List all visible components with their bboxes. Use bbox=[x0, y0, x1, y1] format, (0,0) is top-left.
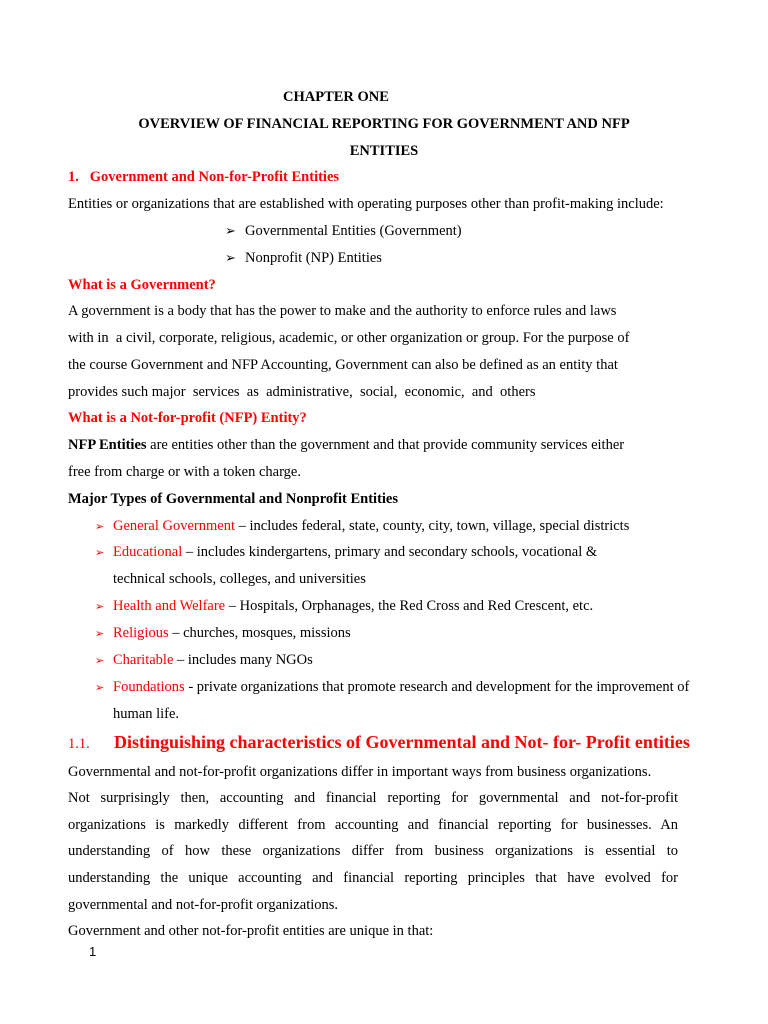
government-text-line: the course Government and NFP Accounting, Government can also be defined as an entity that bbox=[68, 357, 618, 373]
paragraph-line: understanding of how these organizations differ from business organizations is essential to bbox=[68, 843, 678, 859]
nfp-term: NFP Entities bbox=[68, 437, 147, 453]
title-line-1: OVERVIEW OF FINANCIAL REPORTING FOR GOVERNMENT AND NFP bbox=[138, 116, 630, 132]
paragraph-line: governmental and not-for-profit organizations. bbox=[68, 897, 339, 913]
paragraph-line: Not surprisingly then, accounting and financial reporting for governmental and not-for-profit bbox=[68, 790, 678, 806]
type-list-item: ➢ Educational – includes kindergartens, primary and secondary schools, vocational & bbox=[95, 544, 598, 560]
type-list-item: ➢ Health and Welfare – Hospitals, Orphanages, the Red Cross and Red Crescent, etc. bbox=[95, 598, 594, 614]
section-number: 1.1. bbox=[68, 736, 90, 752]
type-list-item: ➢ Foundations - private organizations that promote research and development for the improvement of bbox=[95, 679, 690, 695]
arrow-bullet-icon: ➢ bbox=[225, 251, 236, 266]
paragraph-line: understanding the unique accounting and financial reporting principles that have evolved for bbox=[68, 870, 678, 886]
government-heading: What is a Government? bbox=[68, 277, 216, 293]
paragraph-line: organizations is markedly different from accounting and financial reporting for businesses. An bbox=[68, 817, 678, 833]
arrow-bullet-icon: ➢ bbox=[95, 654, 105, 667]
arrow-bullet-icon: ➢ bbox=[95, 546, 105, 559]
arrow-bullet-icon: ➢ bbox=[95, 520, 105, 533]
type-list-item: ➢ General Government – includes federal, state, county, city, town, village, special districts bbox=[95, 518, 630, 534]
entity-list-item: ➢ Governmental Entities (Government) bbox=[225, 223, 462, 239]
type-list-item: ➢ Religious – churches, mosques, missions bbox=[95, 625, 351, 641]
section-1-1-heading bbox=[68, 731, 690, 755]
section-title: Distinguishing characteristics of Governmental and Not- for- Profit entities bbox=[114, 732, 690, 752]
intro-paragraph: Entities or organizations that are established with operating purposes other than profit-making include: bbox=[68, 196, 664, 212]
arrow-bullet-icon: ➢ bbox=[225, 224, 236, 239]
chapter-label: CHAPTER ONE bbox=[283, 89, 389, 105]
arrow-bullet-icon: ➢ bbox=[95, 681, 105, 694]
paragraph-line: Governmental and not-for-profit organizations differ in important ways from business organizations. bbox=[68, 764, 652, 780]
arrow-bullet-icon: ➢ bbox=[95, 627, 105, 640]
type-list-item: ➢ Charitable – includes many NGOs bbox=[95, 652, 313, 668]
page-number: 1 bbox=[89, 944, 97, 959]
government-text-line: A government is a body that has the power to make and the authority to enforce rules and laws bbox=[68, 303, 617, 319]
nfp-text-line: free from charge or with a token charge. bbox=[68, 464, 301, 480]
closing-line: Government and other not-for-profit entities are unique in that: bbox=[68, 923, 434, 939]
government-text-line: with in a civil, corporate, religious, academic, or other organization or group. For the purpose of bbox=[68, 330, 630, 346]
title-line-2: ENTITIES bbox=[349, 143, 419, 159]
nfp-heading: What is a Not-for-profit (NFP) Entity? bbox=[68, 410, 307, 426]
government-text-line: provides such major services as administrative, social, economic, and others bbox=[68, 384, 536, 400]
type-list-item-continued: technical schools, colleges, and universities bbox=[113, 571, 366, 587]
entity-list-item: ➢ Nonprofit (NP) Entities bbox=[225, 250, 382, 266]
arrow-bullet-icon: ➢ bbox=[95, 600, 105, 613]
types-heading: Major Types of Governmental and Nonprofit Entities bbox=[68, 491, 399, 507]
nfp-text-line: NFP Entities are entities other than the government and that provide community services either bbox=[68, 437, 625, 453]
type-list-item-continued: human life. bbox=[113, 706, 180, 722]
section-1-heading: 1. Government and Non-for-Profit Entities bbox=[68, 169, 340, 185]
